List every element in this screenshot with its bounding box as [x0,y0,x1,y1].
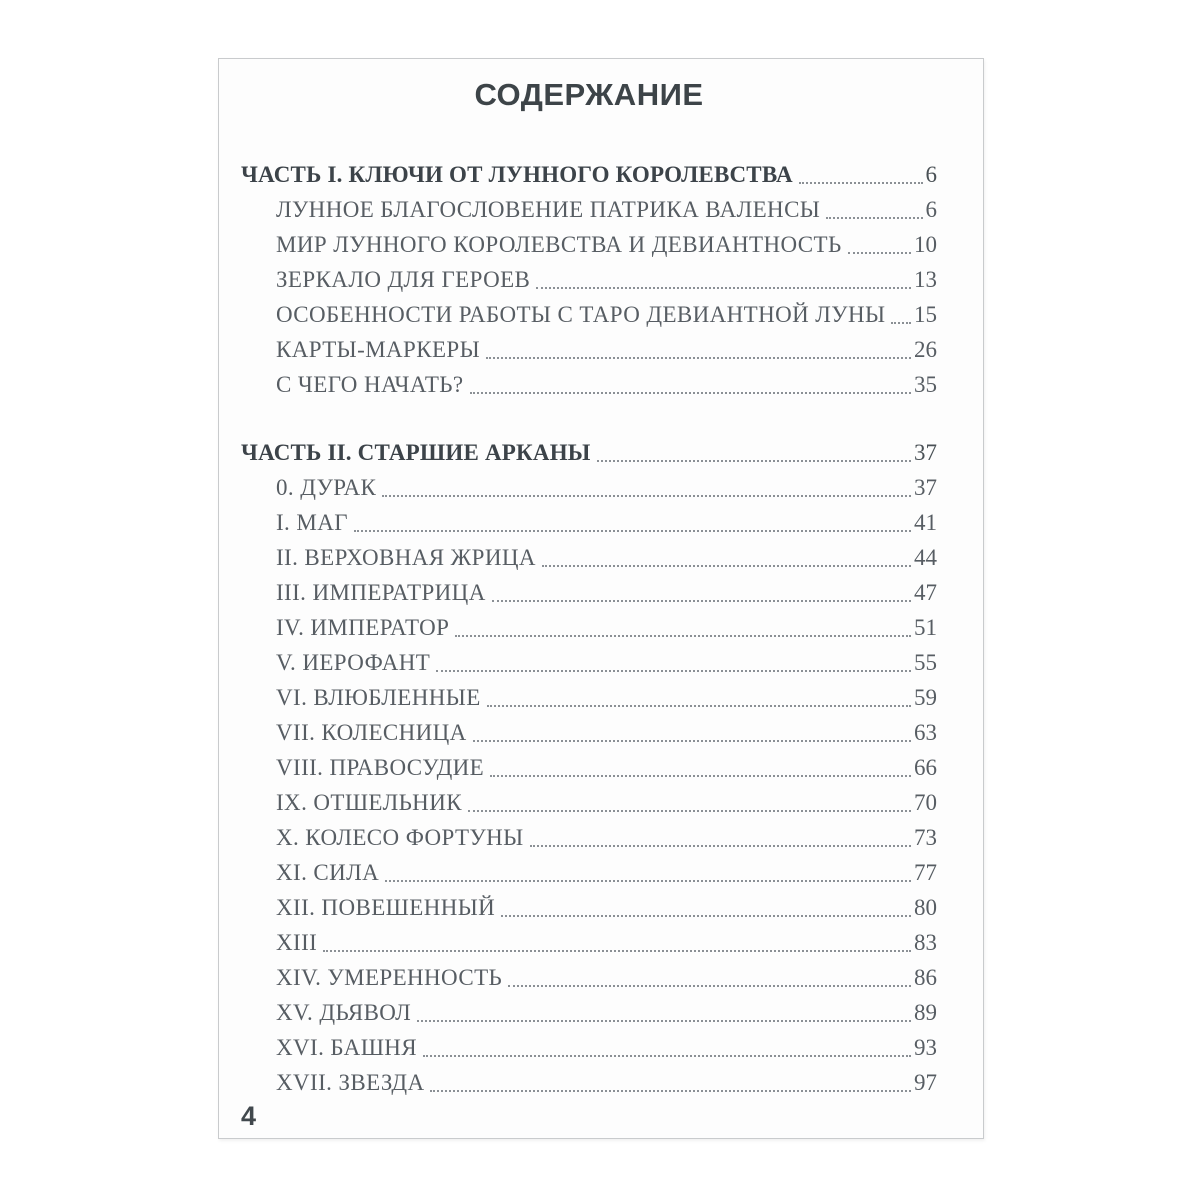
toc-entry-label: 0. ДУРАК [276,475,377,500]
toc-entry-label: ОСОБЕННОСТИ РАБОТЫ С ТАРО ДЕВИАНТНОЙ ЛУНЫ [276,302,886,327]
dot-leader [468,810,911,812]
dot-leader [323,950,911,952]
dot-leader [382,495,911,497]
toc-entry-page: 55 [914,650,937,675]
dot-leader [799,182,923,184]
toc-entry-page: 70 [914,790,937,815]
toc-entry-row [241,645,937,680]
dot-leader [486,357,911,359]
toc-entry-page: 93 [914,1035,937,1060]
toc-entry-page: 13 [914,267,937,292]
toc-entry-label: II. ВЕРХОВНАЯ ЖРИЦА [276,545,536,570]
toc-entry-label: XVII. ЗВЕЗДА [276,1070,425,1095]
toc-entry-row [241,332,937,367]
toc-entry-page: 37 [914,475,937,500]
toc-entry-label: I. МАГ [276,510,348,535]
dot-leader [530,845,911,847]
toc-entry-page: 97 [914,1070,937,1095]
toc-entry-label: IX. ОТШЕЛЬНИК [276,790,462,815]
toc-entry-row [241,925,937,960]
toc-entry-page: 15 [914,302,937,327]
page-title: СОДЕРЖАНИЕ [474,77,704,112]
dot-leader [490,775,911,777]
toc-entry-label: XI. СИЛА [276,860,380,885]
toc-entry-row [241,227,937,262]
dot-leader [417,1020,911,1022]
toc-entry-page: 59 [914,685,937,710]
dot-leader [354,530,911,532]
toc-section-heading [241,157,937,192]
dot-leader [455,635,911,637]
toc-entry-page: 35 [914,372,937,397]
dot-leader [473,740,911,742]
book-page [218,58,984,1139]
dot-leader [542,565,911,567]
toc-entry-label: V. ИЕРОФАНТ [276,650,431,675]
toc-entry-row [241,1065,937,1100]
toc-list [241,157,937,1100]
toc-section [241,435,937,1100]
toc-entry-label: XII. ПОВЕШЕННЫЙ [276,895,496,920]
toc-entry-page: 63 [914,720,937,745]
toc-entry-page: 86 [914,965,937,990]
toc-entry-row [241,367,937,402]
toc-entry-row [241,297,937,332]
toc-entry-label: ЛУННОЕ БЛАГОСЛОВЕНИЕ ПАТРИКА ВАЛЕНСЫ [276,197,821,222]
toc-entry-page: 37 [914,440,937,465]
toc-entry-row [241,680,937,715]
toc-entry-label: КАРТЫ-МАРКЕРЫ [276,337,481,362]
dot-leader [487,705,911,707]
toc-entry-page: 77 [914,860,937,885]
toc-entry-row [241,192,937,227]
toc-entry-row [241,262,937,297]
toc-entry-page: 89 [914,1000,937,1025]
toc-entry-row [241,995,937,1030]
toc-entry-label: VI. ВЛЮБЛЕННЫЕ [276,685,481,710]
toc-entry-label: XIII [276,930,318,955]
toc-entry-label: ЧАСТЬ II. СТАРШИЕ АРКАНЫ [241,440,591,465]
toc-entry-label: ЧАСТЬ I. КЛЮЧИ ОТ ЛУННОГО КОРОЛЕВСТВА [241,162,793,187]
toc-entry-row [241,785,937,820]
dot-leader [492,600,911,602]
toc-entry-row [241,470,937,505]
toc-entry-row [241,855,937,890]
toc-entry-page: 44 [914,545,937,570]
toc-entry-row [241,540,937,575]
toc-entry-page: 83 [914,930,937,955]
dot-leader [536,287,911,289]
dot-leader [423,1055,911,1057]
toc-entry-label: С ЧЕГО НАЧАТЬ? [276,372,464,397]
toc-entry-label: ЗЕРКАЛО ДЛЯ ГЕРОЕВ [276,267,531,292]
toc-entry-label: VII. КОЛЕСНИЦА [276,720,467,745]
dot-leader [826,217,922,219]
toc-entry-page: 26 [914,337,937,362]
toc-entry-page: 47 [914,580,937,605]
toc-entry-label: III. ИМПЕРАТРИЦА [276,580,486,605]
toc-entry-label: XVI. БАШНЯ [276,1035,418,1060]
toc-entry-label: IV. ИМПЕРАТОР [276,615,450,640]
toc-entry-label: МИР ЛУННОГО КОРОЛЕВСТВА И ДЕВИАНТНОСТЬ [276,232,842,257]
toc-entry-row [241,505,937,540]
toc-entry-label: X. КОЛЕСО ФОРТУНЫ [276,825,524,850]
dot-leader [508,985,911,987]
toc-entry-row [241,715,937,750]
toc-section-heading [241,435,937,470]
dot-leader [891,322,911,324]
dot-leader [436,670,911,672]
dot-leader [501,915,911,917]
dot-leader [470,392,912,394]
toc-entry-row [241,1030,937,1065]
toc-entry-page: 6 [925,197,937,222]
toc-entry-row [241,890,937,925]
dot-leader [430,1090,911,1092]
toc-entry-row [241,610,937,645]
toc-section [241,157,937,402]
toc-entry-page: 51 [914,615,937,640]
toc-entry-label: VIII. ПРАВОСУДИЕ [276,755,485,780]
page-number: 4 [241,1101,257,1131]
dot-leader [385,880,911,882]
toc-entry-row [241,575,937,610]
toc-entry-page: 6 [925,162,937,187]
toc-entry-row [241,820,937,855]
dot-leader [597,460,911,462]
toc-entry-page: 41 [914,510,937,535]
toc-entry-page: 66 [914,755,937,780]
toc-entry-label: XV. ДЬЯВОЛ [276,1000,412,1025]
toc-entry-label: XIV. УМЕРЕННОСТЬ [276,965,503,990]
toc-entry-page: 73 [914,825,937,850]
toc-entry-row [241,960,937,995]
toc-entry-page: 10 [914,232,937,257]
dot-leader [848,252,911,254]
toc-entry-page: 80 [914,895,937,920]
toc-entry-row [241,750,937,785]
